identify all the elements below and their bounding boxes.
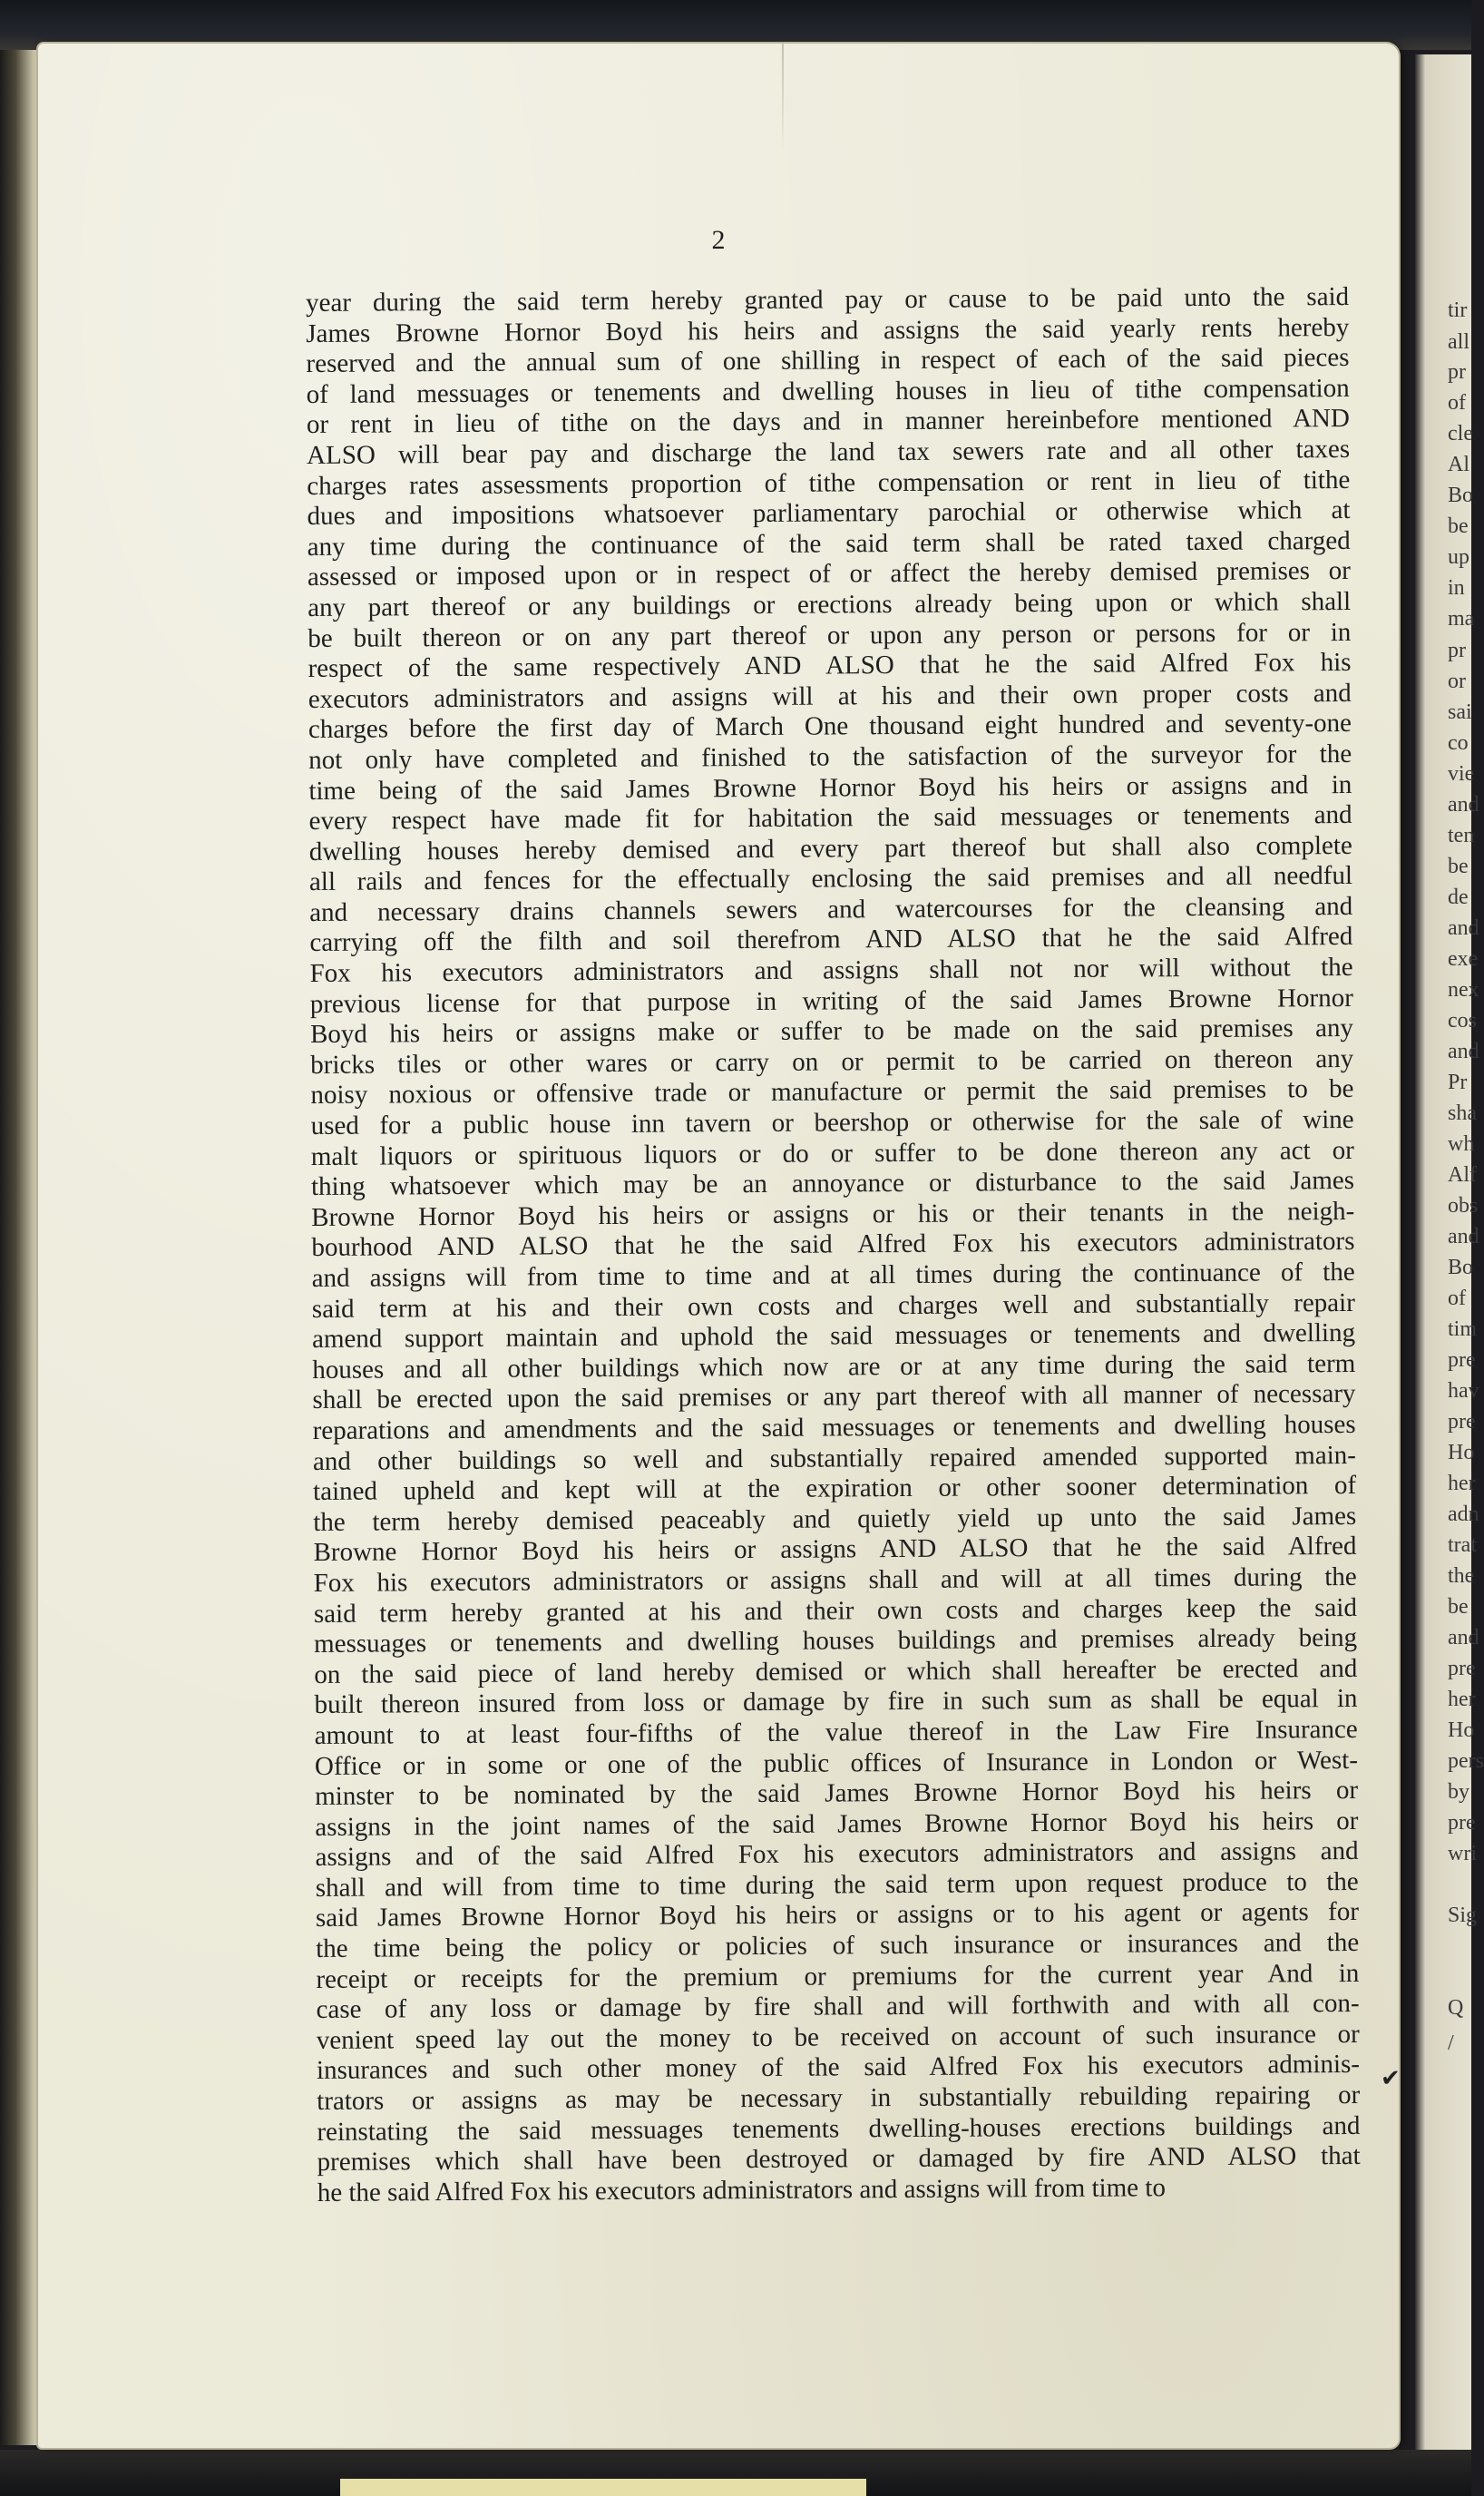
left-binding	[0, 50, 44, 2445]
text-line: dwelling houses hereby demised and every part thereof but shall also complete	[308, 830, 1352, 866]
adjacent-page-fragment: Q	[1448, 1996, 1464, 2020]
text-line: be built thereon or on any part thereof or upon any person or persons for or in	[308, 617, 1352, 653]
text-line: noisy noxious or offensive trade or manufacture or permit the said premises to be	[310, 1074, 1354, 1111]
adjacent-page-fragment: cos	[1448, 1009, 1477, 1033]
adjacent-page-fragment: and	[1448, 793, 1479, 817]
adjacent-page-fragment: Alf	[1448, 1163, 1477, 1187]
adjacent-page-fragment: pre	[1448, 1657, 1476, 1680]
text-line: used for a public house inn tavern or beershop or otherwise for the sale of wine	[310, 1104, 1354, 1141]
text-line: insurances and such other money of the said Alfred Fox his executors adminis-	[316, 2050, 1361, 2086]
adjacent-page-fragment: exe	[1448, 947, 1479, 971]
adjacent-page-fragment: be	[1448, 855, 1469, 878]
adjacent-page-fragment: pr	[1448, 639, 1466, 662]
adjacent-page-fragment: be	[1448, 514, 1469, 538]
text-line: year during the said term hereby granted pay or cause to be paid unto the said	[306, 281, 1350, 318]
text-line: Browne Hornor Boyd his heirs or assigns or his or their tenants in the neigh-	[311, 1196, 1355, 1232]
adjacent-page-fragment: her	[1448, 1472, 1476, 1495]
text-line: of land messuages or tenements and dwelling houses in lieu of tithe compensation	[306, 373, 1350, 409]
text-line: Browne Hornor Boyd his heirs or assigns AND ALSO that he the said Alfred	[313, 1532, 1357, 1568]
adjacent-page-fragment: tir	[1448, 299, 1468, 322]
text-line: and other buildings so well and substantially repaired amended supported main-	[312, 1440, 1356, 1476]
margin-mark: ✔	[1381, 2065, 1401, 2091]
text-line: previous license for that purpose in writing of the said James Browne Hornor	[309, 983, 1353, 1019]
text-line: charges before the first day of March One thousand eight hundred and seventy-one	[308, 709, 1352, 745]
text-line: charges rates assessments proportion of tithe compensation or rent in lieu of tithe	[307, 465, 1351, 501]
adjacent-page-fragment: Bo	[1448, 484, 1474, 507]
adjacent-page-fragment: sha	[1448, 1101, 1477, 1125]
adjacent-page-fragment: wri	[1448, 1842, 1477, 1865]
text-line: and assigns will from time to time and at all times during the continuance of the	[311, 1257, 1355, 1293]
text-line: executors administrators and assigns will at his and their own proper costs and	[308, 678, 1352, 714]
text-line: tained upheld and kept will at the expiration or other sooner determination of	[313, 1471, 1357, 1507]
adjacent-page-fragment: adn	[1448, 1502, 1479, 1526]
adjacent-page-fragment: be	[1448, 1595, 1469, 1619]
adjacent-page-fragment: ma	[1448, 607, 1475, 631]
adjacent-page-fragment: and	[1448, 1040, 1479, 1063]
adjacent-page-fragment: wh	[1448, 1132, 1475, 1156]
text-line: premises which shall have been destroyed or damaged by fire AND ALSO that	[317, 2141, 1361, 2178]
text-line: assessed or imposed upon or in respect of or affect the hereby demised premises or	[307, 556, 1352, 592]
text-line: or rent in lieu of tithe on the days and in manner hereinbefore mentioned AND	[306, 404, 1350, 440]
text-line: respect of the same respectively AND ALSO that he the said Alfred Fox his	[308, 648, 1352, 684]
adjacent-page-fragment: her	[1448, 1688, 1476, 1711]
text-line: said term hereby granted at his and their own costs and charges keep the said	[313, 1592, 1357, 1629]
adjacent-page-fragment: obs	[1448, 1194, 1479, 1218]
text-line: Fox his executors administrators or assigns shall and will at all times during the	[313, 1561, 1357, 1598]
text-line: said James Browne Hornor Boyd his heirs or assigns or to his agent or agents for	[315, 1897, 1360, 1933]
adjacent-page-fragment: of	[1448, 1287, 1466, 1310]
text-line: receipt or receipts for the premium or premiums for the current year And in	[316, 1958, 1360, 1994]
text-line: not only have completed and finished to the satisfaction of the surveyor for the	[308, 739, 1352, 775]
text-line: shall and will from time to time during the said term upon request produce to the	[315, 1866, 1359, 1903]
body-text	[306, 282, 1361, 2208]
adjacent-page-fragment: by	[1448, 1780, 1469, 1804]
text-line: thing whatsoever which may be an annoyance or disturbance to the said James	[310, 1166, 1355, 1202]
text-line: shall be erected upon the said premises or any part thereof with all manner of necessary	[312, 1379, 1356, 1415]
text-line: on the said piece of land hereby demised or which shall hereafter be erected and	[314, 1653, 1358, 1689]
text-line: and necessary drains channels sewers and watercourses for the cleansing and	[309, 891, 1353, 927]
adjacent-page-fragment: the	[1448, 1564, 1475, 1588]
page-number: 2	[711, 225, 726, 255]
adjacent-page-fragment: vie	[1448, 762, 1475, 786]
adjacent-page-fragment: and	[1448, 1626, 1479, 1649]
adjacent-page-fragment: pre	[1448, 1348, 1476, 1372]
adjacent-page-fragment: in	[1448, 576, 1465, 600]
text-line: amount to at least four-fifths of the value thereof in the Law Fire Insurance	[314, 1714, 1358, 1750]
text-line: reserved and the annual sum of one shilling in respect of each of the said pieces	[306, 343, 1350, 379]
adjacent-page-fragment: Al	[1448, 453, 1469, 476]
text-line: James Browne Hornor Boyd his heirs and assigns the said yearly rents hereby	[306, 312, 1350, 348]
bottom-paper-tab	[340, 2479, 866, 2496]
text-line: carrying off the filth and soil therefrom AND ALSO that he the said Alfred	[309, 922, 1353, 958]
text-line: reinstating the said messuages tenements dwelling-houses erections buildings and	[317, 2110, 1361, 2147]
adjacent-page-fragment: up	[1448, 545, 1469, 569]
adjacent-page-fragment: Ho	[1448, 1441, 1475, 1464]
text-line: venient speed lay out the money to be received on account of such insurance or	[316, 2019, 1360, 2055]
top-edge-shadow	[0, 0, 1471, 50]
text-line: every respect have made fit for habitation the said messuages or tenements and	[308, 800, 1352, 837]
text-line: malt liquors or spirituous liquors or do or suffer to be done thereon any act or	[310, 1135, 1354, 1171]
text-line: bourhood AND ALSO that he the said Alfred Fox his executors administrators	[311, 1227, 1355, 1263]
text-line: case of any loss or damage by fire shall and will forthwith and with all con-	[316, 1989, 1360, 2025]
fold-line	[782, 44, 784, 152]
text-line: said term at his and their own costs and charges well and substantially repair	[311, 1287, 1355, 1324]
adjacent-page-fragment: and	[1448, 916, 1479, 940]
adjacent-page-fragment: or	[1448, 670, 1466, 693]
adjacent-page-fragment: /	[1448, 2031, 1454, 2055]
adjacent-page-fragment: pre	[1448, 1410, 1476, 1434]
document-page	[38, 44, 1399, 2448]
text-line: the term hereby demised peaceably and quietly yield up unto the said James	[313, 1501, 1357, 1537]
adjacent-page-strip	[1415, 54, 1484, 2450]
text-line: ALSO will bear pay and discharge the land tax sewers rate and all other taxes	[307, 434, 1351, 470]
text-line: any time during the continuance of the said term shall be rated taxed charged	[307, 525, 1351, 562]
text-line: assigns in the joint names of the said James Browne Hornor Boyd his heirs or	[315, 1806, 1359, 1842]
adjacent-page-fragment: pr	[1448, 360, 1466, 384]
adjacent-page-fragment: Pr	[1448, 1071, 1468, 1094]
text-line: built thereon insured from loss or damage by fire in such sum as shall be equal in	[314, 1684, 1358, 1720]
adjacent-page-fragment: of	[1448, 391, 1466, 415]
text-line: time being of the said James Browne Hornor Boyd his heirs or assigns and in	[308, 769, 1352, 806]
text-line: trators or assigns as may be necessary in substantially rebuilding repairing or	[317, 2080, 1361, 2116]
text-line: Office or in some or one of the public offices of Insurance in London or West-	[314, 1745, 1359, 1781]
adjacent-page-fragment: Bo	[1448, 1256, 1474, 1279]
adjacent-page-fragment: pre	[1448, 1811, 1476, 1835]
text-line: Fox his executors administrators and assigns shall not nor will without the	[309, 953, 1353, 989]
adjacent-page-fragment: Sig	[1448, 1904, 1478, 1927]
adjacent-page-fragment: sai	[1448, 700, 1472, 724]
text-line: any part thereof or any buildings or erections already being upon or which shall	[308, 586, 1352, 622]
adjacent-page-fragment: tim	[1448, 1317, 1478, 1341]
text-line: messuages or tenements and dwelling houses buildings and premises already being	[314, 1623, 1358, 1659]
text-line: assigns and of the said Alfred Fox his executors administrators and assigns and	[315, 1836, 1359, 1873]
adjacent-page-fragment: Ho	[1448, 1718, 1475, 1742]
adjacent-page-fragment: ten	[1448, 824, 1475, 847]
text-line: Boyd his heirs or assigns make or suffer to be made on the said premises any	[309, 1013, 1354, 1050]
text-line: houses and all other buildings which now are or at any time during the said term	[312, 1348, 1356, 1385]
adjacent-page-fragment: all	[1448, 330, 1469, 354]
text-line: the time being the policy or policies of such insurance or insurances and the	[316, 1928, 1360, 1964]
adjacent-page-fragment: and	[1448, 1225, 1479, 1248]
adjacent-page-fragment: hav	[1448, 1379, 1479, 1403]
text-line: dues and impositions whatsoever parliamentary parochial or otherwise which at	[307, 495, 1351, 532]
text-line: reparations and amendments and the said messuages or tenements and dwelling houses	[312, 1409, 1356, 1445]
adjacent-page-fragment: de	[1448, 886, 1469, 909]
text-line: minster to be nominated by the said James Browne Hornor Boyd his heirs or	[315, 1776, 1359, 1812]
adjacent-page-fragment: nex	[1448, 978, 1479, 1002]
text-line: all rails and fences for the effectually enclosing the said premises and all needful	[308, 861, 1353, 897]
adjacent-page-fragment: pers	[1448, 1749, 1484, 1773]
adjacent-page-fragment: co	[1448, 731, 1469, 755]
text-line: he the said Alfred Fox his executors administrators and assigns will from time to	[317, 2173, 1167, 2207]
text-line: amend support maintain and uphold the said messuages or tenements and dwelling	[311, 1318, 1356, 1355]
adjacent-page-fragment: cle	[1448, 422, 1473, 445]
adjacent-page-fragment: trat	[1448, 1533, 1477, 1557]
text-line: bricks tiles or other wares or carry on or permit to be carried on thereon any	[310, 1043, 1354, 1080]
